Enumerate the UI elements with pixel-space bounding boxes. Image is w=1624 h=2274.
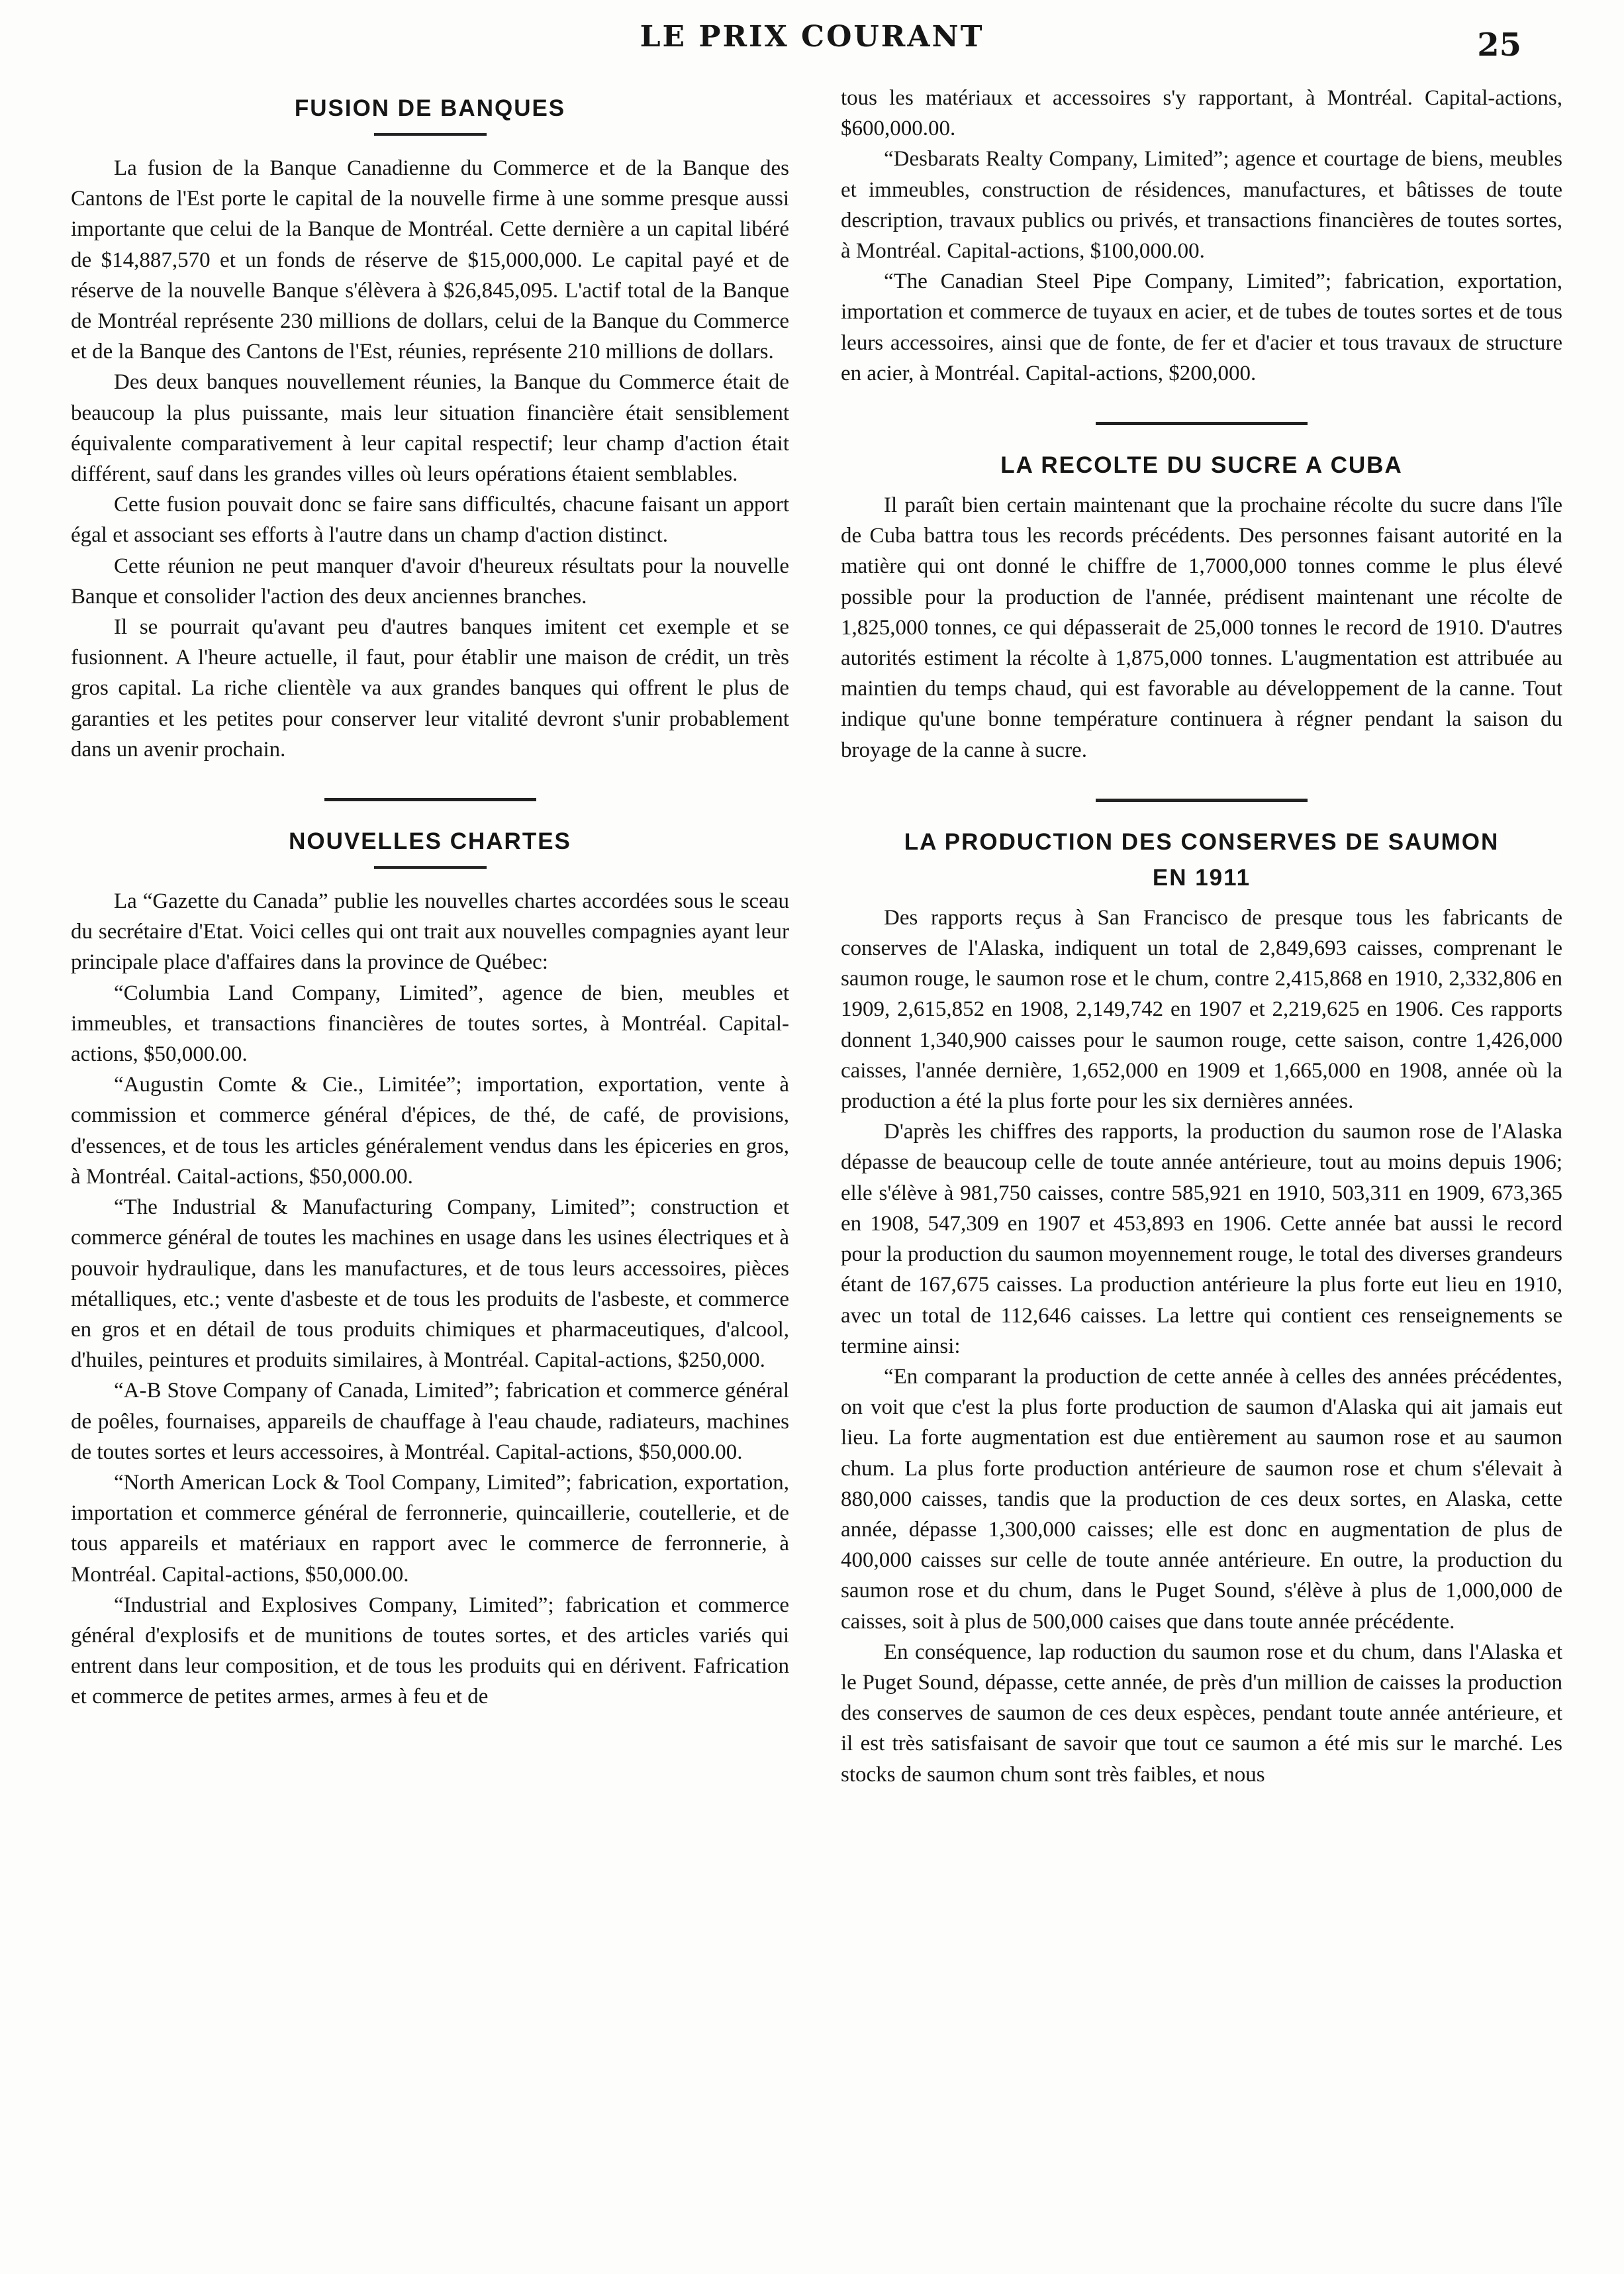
- paragraph: “The Canadian Steel Pipe Company, Limited”; fabrication, exportation, importation et commerce de tuyaux en acier, et de tubes de toutes sortes et de tous leurs accessoires, ainsi que de fonte, de fer et d'acier et tous travaux de structure en acier, à Montréal. Capital-actions, $200,000.: [841, 270, 1562, 385]
- page-header: [0, 20, 1624, 66]
- paragraph: Des rapports reçus à San Francisco de presque tous les fabricants de conserves de l'Alaska, indiquent un total de 2,849,693 caisses, comprenant le saumon rouge, le saumon rose et le chum, contre 2,415,868 en 1910, 2,332,806 en 1909, 2,615,852 en 1908, 2,149,742 en 1907 et 2,219,625 en 1906. Ces rapports donnent 1,340,900 caisses pour le saumon rouge, cette saison, contre 1,426,000 caisses, l'année dernière, 1,652,000 en 1909 et 1,665,000 en 1908, année où la production a été la plus forte pour les six dernières années.: [841, 905, 1562, 1114]
- paragraph: La “Gazette du Canada” publie les nouvelles chartes accordées sous le sceau du secrétaire d'Etat. Voici celles qui ont trait aux nouvelles compagnies ayant leur principale place d'affaires dans la province de Québec:: [71, 889, 789, 975]
- paragraph: “Desbarats Realty Company, Limited”; agence et courtage de biens, meubles et immeubles, construction de résidences, manufactures, et bâtisses de toute description, travaux publics ou privés, et transactions financières de toutes sortes, à Montréal. Capital-actions, $100,000.00.: [841, 147, 1562, 264]
- heading-rule: [374, 866, 487, 869]
- paragraph: “North American Lock & Tool Company, Limited”; fabrication, exportation, importation et commerce général de ferronnerie, quincaillerie, coutellerie, et de tous appareils et matériaux en rapport avec le commerce de ferronnerie, à Montréal. Capital-actions, $50,000.00.: [71, 1470, 789, 1587]
- section-heading-fusion: FUSION DE BANQUES: [294, 95, 566, 121]
- paragraph: Cette réunion ne peut manquer d'avoir d'heureux résultats pour la nouvelle Banque et consolider l'action des deux anciennes branches.: [71, 554, 789, 609]
- heading-rule: [374, 133, 487, 136]
- paragraph: Cette fusion pouvait donc se faire sans difficultés, chacune faisant un apport égal et associant ses efforts à l'autre dans un champ d'action distinct.: [71, 493, 789, 548]
- right-column: [841, 83, 1562, 2235]
- paragraph: “Augustin Comte & Cie., Limitée”; importation, exportation, vente à commission et commerce général d'épices, de thé, de café, de provisions, d'essences, et de tous les articles généralement vendus dans les épiceries en gros, à Montréal. Caital-actions, $50,000.00.: [71, 1073, 789, 1189]
- left-column: [71, 83, 789, 2235]
- paragraph: tous les matériaux et accessoires s'y rapportant, à Montréal. Capital-actions, $600,000.00.: [841, 86, 1562, 141]
- section-separator: [1096, 422, 1308, 425]
- running-title: LE PRIX COURANT: [640, 20, 984, 54]
- page-number: 25: [1477, 26, 1521, 64]
- paragraph: “Columbia Land Company, Limited”, agence de bien, meubles et immeubles, et transactions financières de toutes sortes, à Montréal. Capital-actions, $50,000.00.: [71, 981, 789, 1067]
- paragraph: En conséquence, lap roduction du saumon rose et du chum, dans l'Alaska et le Puget Sound, dépasse, cette année, de près d'un million de caisses la production des conserves de saumon de ces deux espèces, pendant toute année antérieure, et il est très satisfaisant de savoir que tout ce saumon a été mis sur le marché. Les stocks de saumon chum sont très faibles, et nous: [841, 1640, 1562, 1787]
- paragraph: D'après les chiffres des rapports, la production du saumon rose de l'Alaska dépasse de beaucoup celle de toute année antérieure, tout au moins depuis 1906; elle s'élève à 981,750 caisses, contre 585,921 en 1910, 503,311 en 1909, 673,365 en 1908, 547,309 en 1907 et 453,893 en 1906. Cette année bat aussi le record pour la production du saumon moyennement rouge, le total des diverses grandeurs étant de 167,675 caisses. La production antérieure la plus forte eut lieu en 1910, avec un total de 112,646 caisses. La lettre qui contient ces renseignements se termine ainsi:: [841, 1120, 1562, 1358]
- paragraph: Des deux banques nouvellement réunies, la Banque du Commerce était de beaucoup la plus puissante, mais leur situation financière était sensiblement équivalente comparativement à leur capital respectif; leur champ d'action était différent, sauf dans les grandes villes où leurs opérations étaient semblables.: [71, 370, 789, 487]
- section-heading-chartes: NOUVELLES CHARTES: [289, 828, 571, 855]
- paragraph: “The Industrial & Manufacturing Company, Limited”; construction et commerce général de toutes les machines en usage dans les usines électriques et à pouvoir hydraulique, dans les manufactures, et de tous leurs accessoires, pièces métalliques, etc.; vente d'asbeste et de tous les produits de l'asbeste, et commerce en gros et en détail de tous produits chimiques et pharmaceutiques, d'alcool, d'huiles, peintures et produits similaires, à Montréal. Capital-actions, $250,000.: [71, 1195, 789, 1373]
- heading-line: EN 1911: [1152, 864, 1251, 891]
- paragraph: “En comparant la production de cette année à celles des années précédentes, on voit que c'est la plus forte production de saumon d'Alaska qui ait jamais eut lieu. La forte augmentation est due entièrement au saumon rose et au saumon chum. La plus forte production antérieure de saumon rose et chum s'élevait à 880,000 caisses, tandis que la production de ces deux sortes, en Alaska, cette année, dépasse 1,300,000 caisses; elle est donc en augmentation de plus de 400,000 caisses sur celle de toute année antérieure. En outre, la production du saumon rose et du chum, dans le Puget Sound, s'élève à plus de 1,000,000 de caisses, soit à plus de 500,000 caises que dans toute année précédente.: [841, 1364, 1562, 1634]
- section-heading-saumon: [841, 824, 1562, 896]
- section-heading-sucre: LA RECOLTE DU SUCRE A CUBA: [1000, 452, 1403, 479]
- heading-line: LA PRODUCTION DES CONSERVES DE SAUMON: [904, 828, 1500, 855]
- section-separator: [324, 798, 536, 801]
- paragraph: Il se pourrait qu'avant peu d'autres banques imitent cet exemple et se fusionnent. A l'heure actuelle, il faut, pour établir une maison de crédit, un très gros capital. La riche clientèle va aux grandes banques qui offrent le plus de garanties et les petites pour conserver leur vitalité devront s'unir probablement dans un avenir prochain.: [71, 615, 789, 762]
- section-separator: [1096, 799, 1308, 802]
- paragraph: “A-B Stove Company of Canada, Limited”; fabrication et commerce général de poêles, fournaises, appareils de chauffage à l'eau chaude, radiateurs, machines de toutes sortes et leurs accessoires, à Montréal. Capital-actions, $50,000.00.: [71, 1379, 789, 1464]
- paragraph: “Industrial and Explosives Company, Limited”; fabrication et commerce général d'explosifs et de munitions de toutes sortes, et des articles variés qui entrent dans leur composition, et de tous les produits qui en dérivent. Fafrication et commerce de petites armes, armes à feu et de: [71, 1593, 789, 1709]
- paragraph: La fusion de la Banque Canadienne du Commerce et de la Banque des Cantons de l'Est porte le capital de la nouvelle firme à une somme presque aussi importante que celui de la Banque de Montréal. Cette dernière a un capital libéré de $14,887,570 et un fonds de réserve de $15,000,000. Le capital payé et de réserve de la nouvelle Banque s'élèvera à $26,845,095. L'actif total de la Banque de Montréal représente 230 millions de dollars, celui de la Banque du Commerce et de la Banque des Cantons de l'Est, réunies, représente 210 millions de dollars.: [71, 156, 789, 364]
- paragraph: Il paraît bien certain maintenant que la prochaine récolte du sucre dans l'île de Cuba battra tous les records précédents. Des personnes faisant autorité en la matière qui ont donné le chiffre de 1,7000,000 tonnes comme le plus élevé possible pour la production de l'année, prédisent maintenant une récolte de 1,825,000 tonnes, ce qui dépasserait de 25,000 tonnes le record de 1910. D'autres autorités estiment la récolte à 1,875,000 tonnes. L'augmentation est attribuée au maintien du temps chaud, qui est favorable au développement de la canne. Tout indique qu'une bonne température continuera à régner pendant la saison du broyage de la canne à sucre.: [841, 493, 1562, 762]
